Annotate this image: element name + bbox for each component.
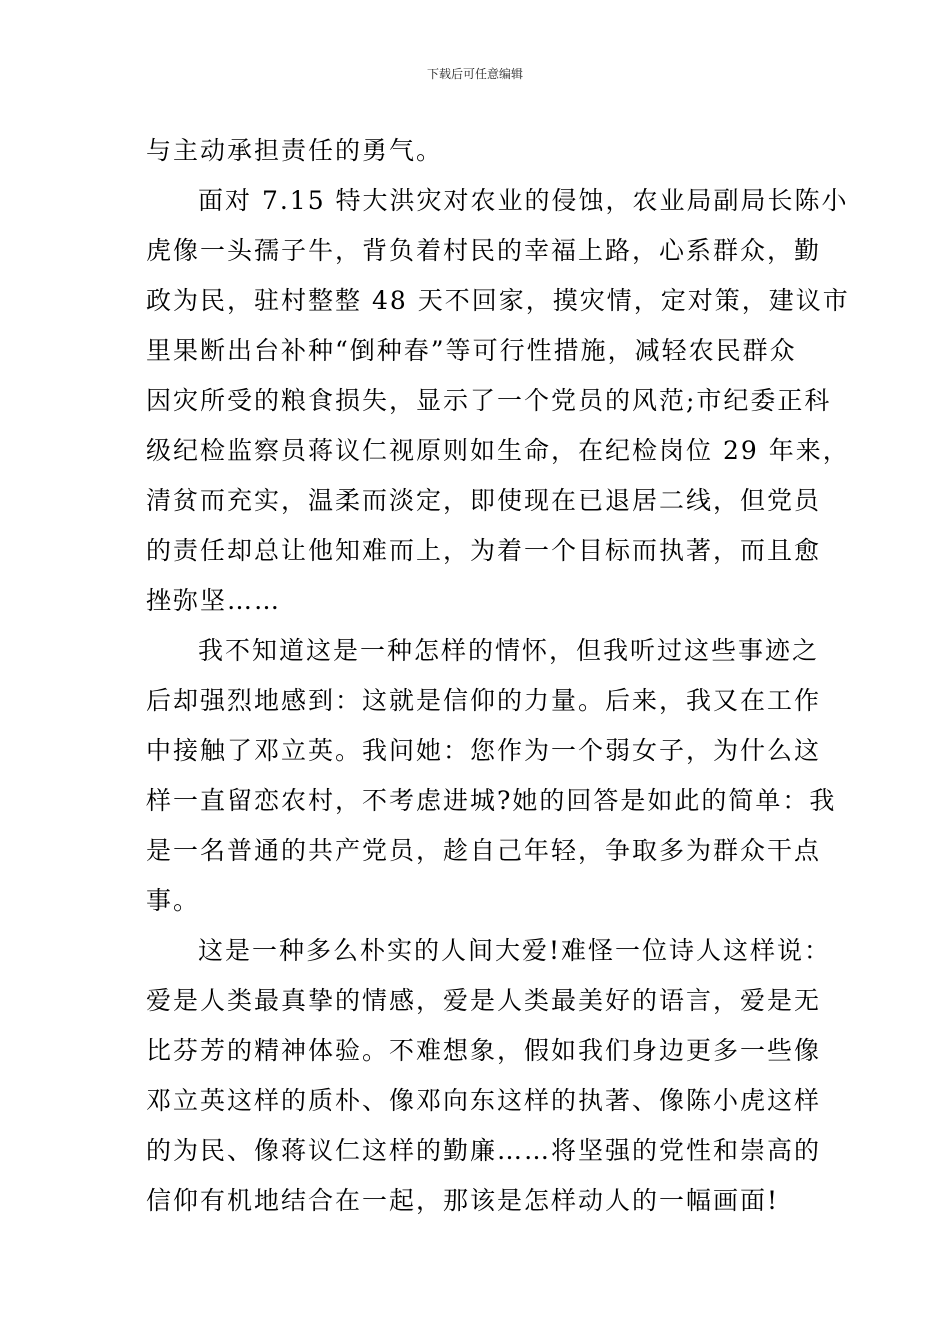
- paragraph: [146, 626, 837, 926]
- text-line: 是一名普通的共产党员，趁自己年轻，争取多为群众干点: [146, 836, 822, 865]
- text-line: 的为民、像蒋议仁这样的勤廉……将坚强的党性和崇高的: [146, 1136, 822, 1165]
- paragraph: [146, 176, 850, 626]
- body-text: [146, 126, 850, 1226]
- text-line: 挫弥坚……: [146, 586, 282, 615]
- text-line: 里果断出台补种“倒种春”等可行性措施，减轻农民群众: [146, 336, 797, 365]
- text-line: 中接触了邓立英。我问她：您作为一个弱女子，为什么这: [146, 736, 822, 765]
- text-line: 与主动承担责任的勇气。: [146, 136, 444, 165]
- text-line: 虎像一头孺子牛，背负着村民的幸福上路，心系群众，勤: [146, 236, 822, 265]
- text-line: 政为民，驻村整整 48 天不回家，摸灾情，定对策，建议市: [146, 286, 850, 315]
- text-line: 比芬芳的精神体验。不难想象，假如我们身边更多一些像: [146, 1036, 822, 1065]
- paragraph: [146, 926, 832, 1226]
- text-line: 面对 7.15 特大洪灾对农业的侵蚀，农业局副局长陈小: [198, 186, 849, 215]
- page-header: 下载后可任意编辑: [426, 67, 523, 81]
- text-line: 这是一种多么朴实的人间大爱!难怪一位诗人这样说：: [198, 936, 832, 965]
- text-line: 爱是人类最真挚的情感，爱是人类最美好的语言，爱是无: [146, 986, 822, 1015]
- text-line: 事。: [146, 886, 201, 915]
- paragraph: [146, 126, 806, 176]
- text-line: 我不知道这是一种怎样的情怀，但我听过这些事迹之: [198, 636, 820, 665]
- text-line: 样一直留恋农村，不考虑进城?她的回答是如此的简单：我: [146, 786, 837, 815]
- text-line: 后却强烈地感到：这就是信仰的力量。后来，我又在工作: [146, 686, 822, 715]
- text-line: 的责任却总让他知难而上，为着一个目标而执著，而且愈: [146, 536, 822, 565]
- text-line: 因灾所受的粮食损失，显示了一个党员的风范;市纪委正科: [146, 386, 832, 415]
- text-line: 级纪检监察员蒋议仁视原则如生命，在纪检岗位 29 年来，: [146, 436, 850, 465]
- text-line: 信仰有机地结合在一起，那该是怎样动人的一幅画面!: [146, 1186, 780, 1215]
- text-line: 清贫而充实，温柔而淡定，即使现在已退居二线，但党员: [146, 486, 822, 515]
- text-line: 邓立英这样的质朴、像邓向东这样的执著、像陈小虎这样: [146, 1086, 822, 1115]
